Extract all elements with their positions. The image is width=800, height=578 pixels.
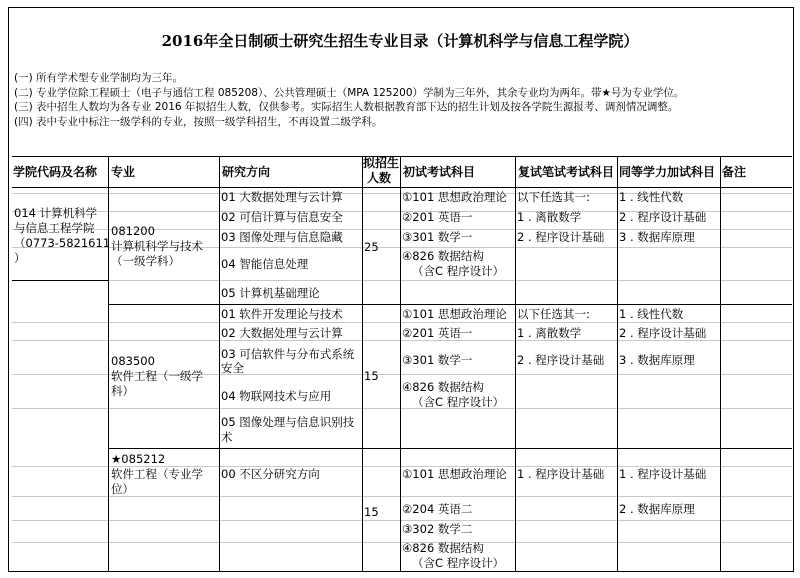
header-direction: 研究方向	[222, 165, 271, 179]
direction-item: 04 物联网技术与应用	[221, 389, 332, 403]
major-name: 位）	[111, 482, 134, 496]
equiv-item: 2 . 程序设计基础	[619, 326, 707, 340]
direction-item: 03 图像处理与信息隐藏	[221, 230, 343, 244]
major-1-bottom-rule	[108, 304, 792, 305]
direction-item: 05 图像处理与信息识别技	[221, 415, 355, 429]
col-rule	[108, 156, 109, 572]
col-rule	[720, 156, 721, 572]
retest-item: 2 . 程序设计基础	[517, 230, 605, 244]
direction-item: 02 可信计算与信息安全	[221, 210, 343, 224]
major-code: 083500	[111, 354, 155, 368]
major-name: （一级学科）	[111, 254, 180, 268]
equiv-item: 1 . 线性代数	[619, 307, 684, 321]
grid-line	[108, 280, 792, 281]
retest-item: 2 . 程序设计基础	[517, 353, 605, 367]
equiv-item: 2 . 程序设计基础	[619, 210, 707, 224]
table-top-rule	[12, 156, 792, 157]
major-2-bottom-rule	[108, 448, 792, 449]
equiv-item: 3 . 数据库原理	[619, 353, 695, 367]
exam-item: （含C 程序设计）	[412, 395, 505, 409]
header-equiv: 同等学力加试科目	[619, 165, 716, 179]
col-rule	[400, 156, 401, 572]
major-name: 软件工程（专业学	[111, 467, 203, 481]
header-quota-line2: 人数	[367, 171, 392, 185]
retest-item: 1 . 程序设计基础	[517, 467, 605, 481]
major-name: 计算机科学与技术	[111, 239, 203, 253]
col-rule	[515, 156, 516, 572]
exam-item: ③301 数学一	[402, 353, 473, 367]
notes-block	[14, 71, 684, 129]
header-remark: 备注	[722, 165, 747, 179]
major-quota: 15	[364, 505, 379, 519]
exam-item: ④826 数据结构	[402, 249, 484, 263]
grid-line	[12, 340, 792, 341]
exam-item: ②201 英语一	[402, 326, 473, 340]
direction-item: 04 智能信息处理	[221, 257, 309, 271]
exam-item: ②201 英语一	[402, 210, 473, 224]
retest-item: 以下任选其一:	[517, 190, 590, 204]
direction-item: 02 大数据处理与云计算	[221, 326, 343, 340]
major-name: 软件工程（一级学	[111, 369, 203, 383]
header-college: 学院代码及名称	[13, 165, 98, 179]
header-quota-line1: 拟招生	[363, 156, 400, 170]
header-exam: 初试考试科目	[403, 165, 476, 179]
exam-item: ①101 思想政治理论	[402, 467, 507, 481]
college-line: 与信息工程学院	[14, 221, 95, 235]
major-quota: 25	[364, 240, 379, 254]
direction-item: 01 软件开发理论与技术	[221, 307, 343, 321]
header-bottom-rule	[12, 187, 792, 188]
exam-item: （含C 程序设计）	[412, 556, 505, 570]
col-rule	[362, 156, 363, 572]
note-2: (二) 专业学位除工程硕士（电子与通信工程 085208）、公共管理硕士（MPA 125200）学制为三年外，其余专业均为两年。带★号为专业学位。	[14, 86, 685, 99]
col-rule	[617, 156, 618, 572]
equiv-item: 3 . 数据库原理	[619, 230, 695, 244]
direction-item: 安全	[221, 361, 244, 375]
major-code: ★085212	[111, 452, 166, 466]
retest-item: 1 . 离散数学	[517, 210, 582, 224]
direction-item: 术	[221, 430, 233, 444]
exam-item: ④826 数据结构	[402, 541, 484, 555]
college-line: （0773-5821611	[14, 236, 111, 250]
direction-item: 01 大数据处理与云计算	[221, 190, 343, 204]
header-major: 专业	[111, 165, 136, 179]
exam-item: ②204 英语二	[402, 502, 473, 516]
retest-item: 以下任选其一:	[517, 307, 590, 321]
college-line: 014 计算机科学	[14, 206, 98, 220]
college-cell-rule	[12, 280, 108, 281]
college-line: ）	[14, 251, 26, 265]
page-title: 2016年全日制硕士研究生招生专业目录（计算机科学与信息工程学院）	[161, 32, 639, 50]
major-name: 科）	[111, 384, 134, 398]
exam-item: ④826 数据结构	[402, 380, 484, 394]
header-retest: 复试笔试考试科目	[518, 165, 615, 179]
grid-line	[12, 322, 792, 323]
col-rule	[219, 156, 220, 572]
major-code: 081200	[111, 224, 155, 238]
note-3: (三) 表中招生人数均为各专业 2016 年拟招生人数，仅供参考。实际招生人数根据教育部下达的招生计划及按各学院生源报考、调剂情况调整。	[14, 101, 679, 113]
direction-item: 05 计算机基础理论	[221, 286, 320, 300]
catalog-table	[12, 156, 792, 572]
exam-item: ①101 思想政治理论	[402, 190, 507, 204]
exam-item: ③301 数学一	[402, 230, 473, 244]
grid-line	[12, 408, 792, 409]
grid-line	[12, 496, 792, 497]
equiv-item: 1 . 程序设计基础	[619, 467, 707, 481]
equiv-item: 1 . 线性代数	[619, 190, 684, 204]
direction-item: 03 可信软件与分布式系统	[221, 347, 355, 361]
grid-line	[12, 520, 792, 521]
exam-item: （含C 程序设计）	[412, 264, 505, 278]
exam-item: ③302 数学二	[402, 522, 473, 536]
equiv-item: 2 . 数据库原理	[619, 502, 695, 516]
note-4: (四) 表中专业中标注一级学科的专业，按照一级学科招生，不再设置二级学科。	[14, 115, 383, 128]
direction-item: 00 不区分研究方向	[221, 467, 320, 481]
retest-item: 1 . 离散数学	[517, 326, 582, 340]
exam-item: ①101 思想政治理论	[402, 307, 507, 321]
major-quota: 15	[364, 369, 379, 383]
note-1: (一) 所有学术型专业学制均为三年。	[14, 72, 184, 84]
